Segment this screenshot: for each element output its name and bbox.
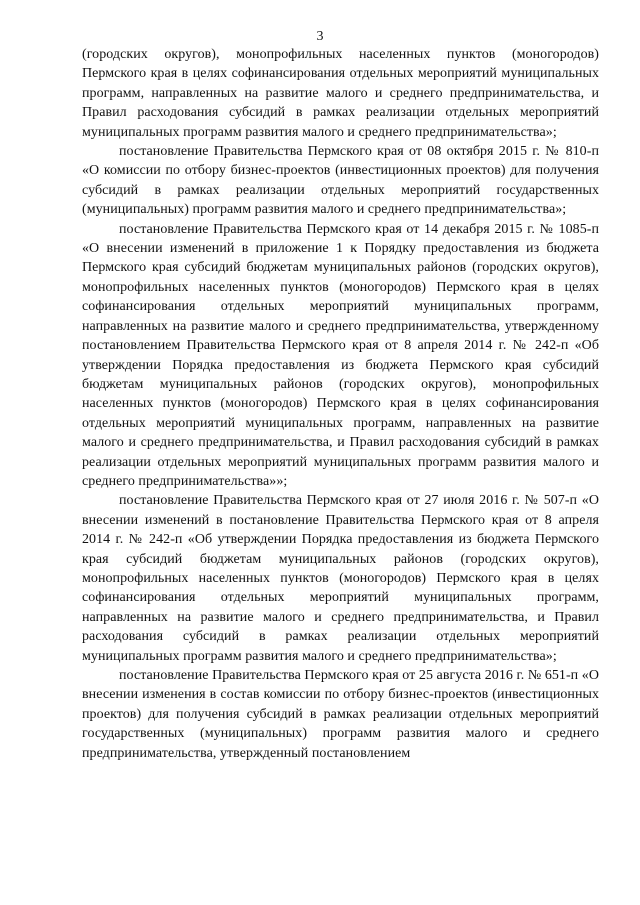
paragraph-resolution-507: постановление Правительства Пермского края от 27 июля 2016 г. № 507-п «О внесении изменений в постановление Правительства Пермского края от 8 апреля 2014 г. № 242-п «Об утверждении Порядка предоставления из бюджета Пермского края субсидий бюджетам муниципальных районов (городских округов), монопрофильных населенных пунктов (моногородов) Пермского края в целях софинансирования отдельных мероприятий муниципальных программ, направленных на развитие малого и среднего предпринимательства, и Правил расходования субсидий в рамках реализации отдельных мероприятий муниципальных программ развития малого и среднего предпринимательства»; <box>82 493 599 664</box>
paragraph-continuation: (городских округов), монопрофильных населенных пунктов (моногородов) Пермского края в целях софинансирования отдельных мероприятий муниципальных программ, направленных на развитие малого и среднего предпринимательства, и Правил расходования субсидий в рамках реализации отдельных мероприятий муниципальных программ развития малого и среднего предпринимательства»; <box>82 47 599 140</box>
paragraph-resolution-810: постановление Правительства Пермского края от 08 октября 2015 г. № 810-п «О комиссии по отбору бизнес-проектов (инвестиционных проектов) для получения субсидий в рамках реализации отдельных мероприятий государственных (муниципальных) программ развития малого и среднего предпринимательства»; <box>82 144 599 218</box>
paragraph-resolution-651: постановление Правительства Пермского края от 25 августа 2016 г. № 651-п «О внесении изменения в состав комиссии по отбору бизнес-проектов (инвестиционных проектов) для получения субсидий в рамках реализации отдельных мероприятий государственных (муниципальных) программ развития малого и среднего предпринимательства, утвержденный постановлением <box>82 668 599 761</box>
page-number: 3 <box>316 29 324 44</box>
paragraph-resolution-1085: постановление Правительства Пермского края от 14 декабря 2015 г. № 1085-п «О внесении изменений в приложение 1 к Порядку предоставления из бюджета Пермского края субсидий бюджетам муниципальных районов (городских округов), монопрофильных населенных пунктов (моногородов) Пермского края в целях софинансирования отдельных мероприятий муниципальных программ, направленных на развитие малого и среднего предпринимательства, утвержденному постановлением Правительства Пермского края от 8 апреля 2014 г. № 242-п «Об утверждении Порядка предоставления из бюджета Пермского края субсидий бюджетам муниципальных районов (городских округов), монопрофильных населенных пунктов (моногородов) Пермского края в целях софинансирования отдельных мероприятий муниципальных программ, направленных на развитие малого и среднего предпринимательства, и Правил расходования субсидий в рамках реализации отдельных мероприятий муниципальных программ развития малого и среднего предпринимательства»»; <box>82 221 599 489</box>
document-body <box>82 45 599 763</box>
